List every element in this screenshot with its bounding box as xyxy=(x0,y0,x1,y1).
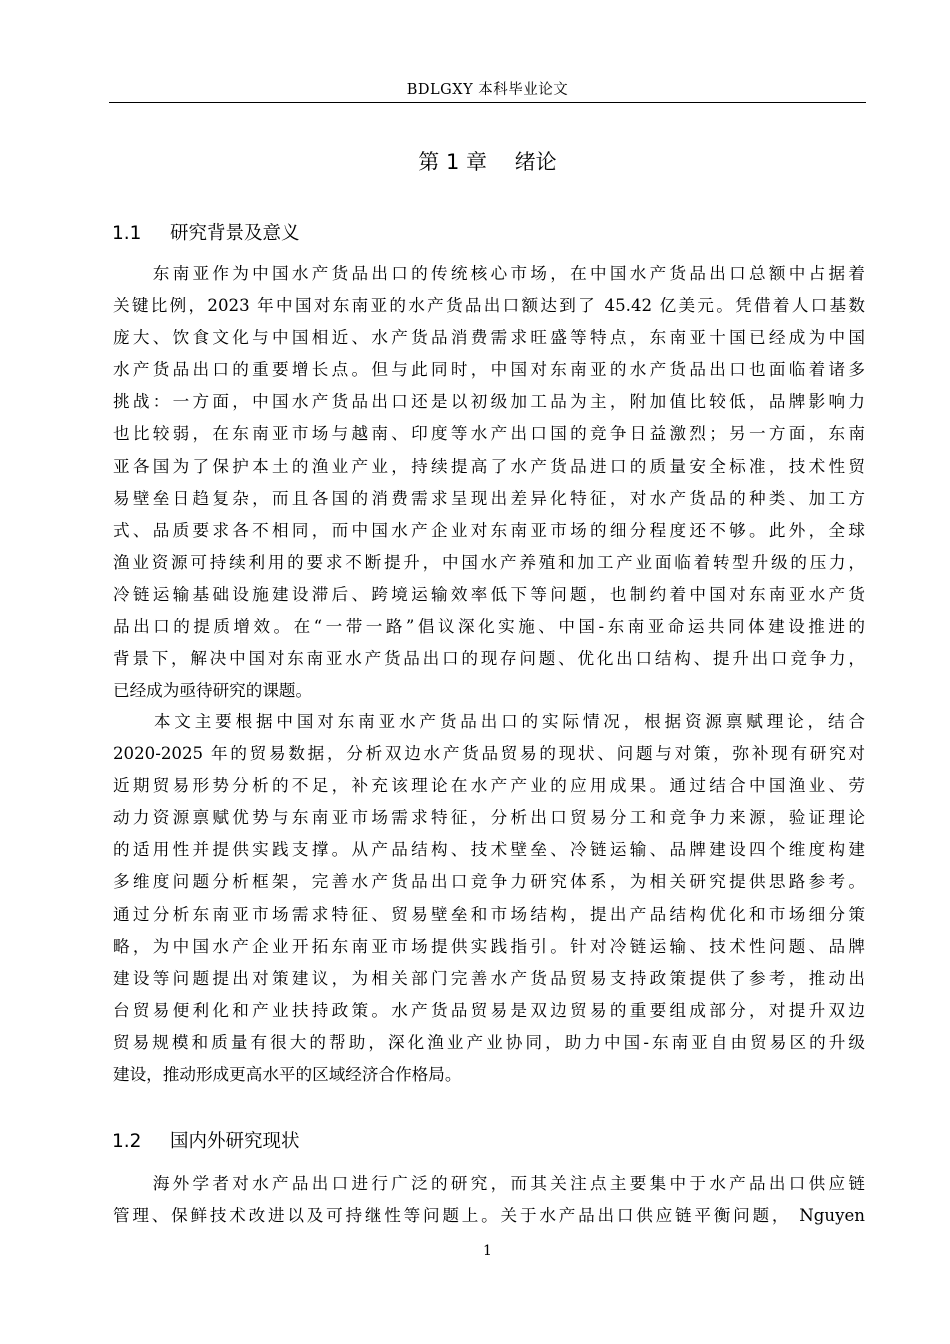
text-line: 品出口的提质增效。在“一带一路”倡议深化实施、中国-东南亚命运共同体建设推进的 xyxy=(113,617,865,637)
text-line: 略，为中国水产企业开拓东南亚市场提供实践指引。针对冷链运输、技术性问题、品牌 xyxy=(113,936,865,956)
text-line: 近期贸易形势分析的不足，补充该理论在水产产业的应用成果。通过结合中国渔业、劳 xyxy=(113,776,865,796)
text-line: 建设，推动形成更高水平的区域经济合作格局。 xyxy=(113,1065,462,1085)
text-line: 易壁垒日趋复杂，而且各国的消费需求呈现出差异化特征，对水产货品的种类、加工方 xyxy=(113,488,865,508)
text-line: 亚各国为了保护本土的渔业产业，持续提高了水产货品进口的质量安全标准，技术性贸 xyxy=(113,456,865,476)
text-line: 庞大、饮食文化与中国相近、水产货品消费需求旺盛等特点，东南亚十国已经成为中国 xyxy=(113,328,865,348)
text-line: 的适用性并提供实践支撑。从产品结构、技术壁垒、冷链运输、品牌建设四个维度构建 xyxy=(113,840,865,860)
section-title: 研究背景及意义 xyxy=(170,223,300,244)
section-number: 1.2 xyxy=(112,1131,142,1152)
text-line: 台贸易便利化和产业扶持政策。水产货品贸易是双边贸易的重要组成部分，对提升双边 xyxy=(113,1000,865,1020)
page-number: 1 xyxy=(483,1243,492,1259)
text-line: 关键比例，2023 年中国对东南亚的水产货品出口额达到了 45.42 亿美元。凭借着人口基数 xyxy=(113,296,865,316)
text-line: 本文主要根据中国对东南亚水产货品出口的实际情况，根据资源禀赋理论，结合 xyxy=(113,712,865,731)
text-line: 多维度问题分析框架，完善水产货品出口竞争力研究体系，为相关研究提供思路参考。 xyxy=(113,872,865,892)
text-line: 通过分析东南亚市场需求特征、贸易壁垒和市场结构，提出产品结构优化和市场细分策 xyxy=(113,904,865,924)
text-line: 渔业资源可持续利用的要求不断提升，中国水产养殖和加工产业面临着转型升级的压力， xyxy=(113,552,865,572)
text-line: 动力资源禀赋优势与东南亚市场需求特征，分析出口贸易分工和竞争力来源，验证理论 xyxy=(113,808,865,828)
text-line: 贸易规模和质量有很大的帮助，深化渔业产业协同，助力中国-东南亚自由贸易区的升级 xyxy=(113,1032,865,1052)
text-line: 挑战：一方面，中国水产货品出口还是以初级加工品为主，附加值比较低，品牌影响力 xyxy=(113,392,865,412)
text-line: 2020-2025 年的贸易数据，分析双边水产货品贸易的现状、问题与对策，弥补现有研究对 xyxy=(113,744,865,764)
header-rule xyxy=(109,102,866,103)
paragraph-1-1-b xyxy=(113,706,865,1091)
running-header: BDLGXY 本科毕业论文 xyxy=(406,82,569,98)
text-line: 背景下，解决中国对东南亚水产货品出口的现存问题、优化出口结构、提升出口竞争力， xyxy=(113,649,865,669)
chapter-title: 第 1 章 绪论 xyxy=(418,150,557,174)
text-line: 冷链运输基础设施建设滞后、跨境运输效率低下等问题，也制约着中国对东南亚水产货 xyxy=(113,584,865,604)
text-line: 式、品质要求各不相同，而中国水产企业对东南亚市场的细分程度还不够。此外，全球 xyxy=(113,520,865,540)
text-line: 建设等问题提出对策建议，为相关部门完善水产货品贸易支持政策提供了参考，推动出 xyxy=(113,968,865,988)
text-line: 水产货品出口的重要增长点。但与此同时，中国对东南亚的水产货品出口也面临着诸多 xyxy=(113,360,865,380)
paragraph-1-2-a xyxy=(113,1168,865,1232)
section-heading-1-2 xyxy=(112,1129,866,1155)
paragraph-1-1-a xyxy=(113,258,865,707)
text-line: 东南亚作为中国水产货品出口的传统核心市场，在中国水产货品出口总额中占据着 xyxy=(113,264,865,283)
section-number: 1.1 xyxy=(112,223,142,244)
text-line: 已经成为亟待研究的课题。 xyxy=(113,681,313,701)
text-line: 管理、保鲜技术改进以及可持继性等问题上。关于水产品出口供应链平衡问题， Nguyen xyxy=(113,1206,865,1226)
text-line: 海外学者对水产品出口进行广泛的研究，而其关注点主要集中于水产品出口供应链 xyxy=(113,1174,865,1193)
text-line: 也比较弱，在东南亚市场与越南、印度等水产出口国的竞争日益激烈；另一方面，东南 xyxy=(113,424,865,444)
section-title: 国内外研究现状 xyxy=(170,1131,300,1152)
section-heading-1-1 xyxy=(112,221,866,247)
